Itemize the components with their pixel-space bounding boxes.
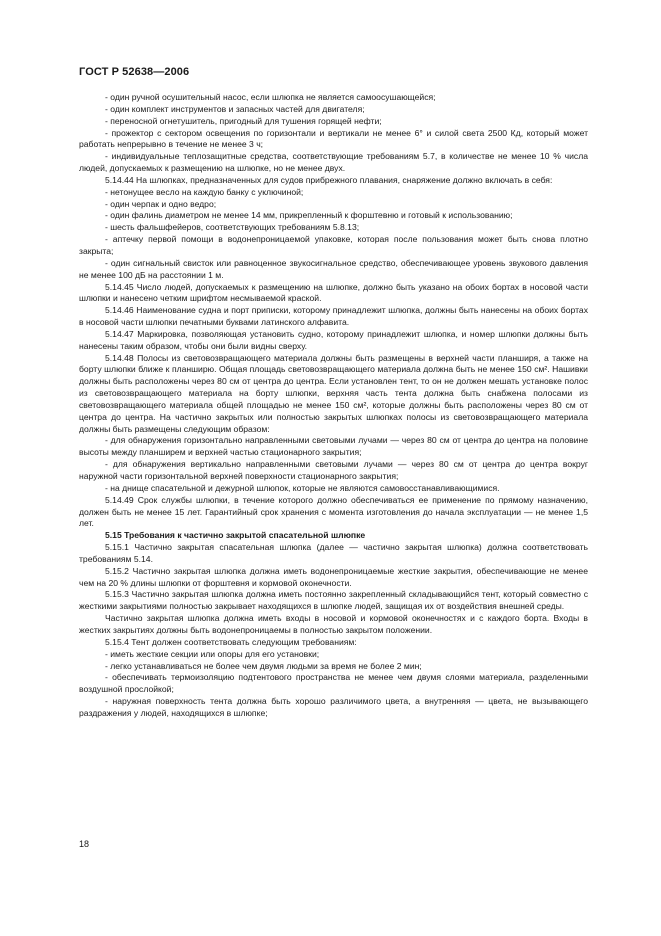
paragraph: - нетонущее весло на каждую банку с уключиной; xyxy=(105,186,304,197)
paragraph: - один сигнальный свисток или равноценное звукосигнальное средство, обеспечивающее уровень звукового давления не менее 100 дБ на расстоянии 1 м. xyxy=(79,257,588,280)
paragraph: - аптечку первой помощи в водонепроницаемой упаковке, которая после пользования может быть снова плотно закрыта; xyxy=(79,234,588,256)
paragraph: 5.15.1 Частично закрытая спасательная шлюпка (далее — частично закрытая шлюпка) должна соответствовать требованиям 5.14. xyxy=(79,542,588,564)
paragraph: - для обнаружения горизонтально направленными световыми лучами — через 80 см от центра до центра на половине высоты между планширем и верхней частью стационарного закрытия; xyxy=(79,435,588,458)
paragraph: - легко устанавливаться не более чем двумя людьми за время не более 2 мин; xyxy=(105,660,422,671)
paragraph: - один ручной осушительный насос, если шлюпка не является самоосушающейся; xyxy=(105,92,436,102)
paragraph: - один комплект инструментов и запасных частей для двигателя; xyxy=(105,103,365,114)
paragraph: 5.15.2 Частично закрытая шлюпка должна иметь водонепроницаемые жесткие закрытия, обеспечивающие не менее чем на 20 % длины шлюпки от форштевня и кормовой оконечности. xyxy=(79,565,588,588)
paragraph: 5.14.45 Число людей, допускаемых к размещению на шлюпке, должно быть указано на обоих бортах в носовой части шлюпки и нанесено четким шрифтом несмываемой краской. xyxy=(79,281,588,304)
paragraph: 5.14.48 Полосы из световозвращающего материала должны быть размещены в верхней части планширя, а также на борту шлюпки ближе к планширю. Общая площадь световозвращающего материала должна быть не менее 150 см². Нашивки должны быть расположены через 80 см от центра до центра. Если установлен тент, то он не должен мешать установке полос из световозвращающего материала на борту шлюпки, верхняя часть тента должна быть снабжена полосами из световозвращающего материала общей площадью не менее 150 см², которые должны быть расположены через 80 см от центра до центра. На частично закрытых или полностью закрытых шлюпках полосы из световозвращающего материала должны быть размещены следующим образом: xyxy=(79,352,588,434)
page-number: 18 xyxy=(79,839,90,849)
paragraph: 5.14.49 Срок службы шлюпки, в течение которого должно обеспечиваться ее применение по прямому назначению, должен быть не менее 15 лет. Гарантийный срок хранения с момента изготовления до начала эксплуатации — не менее 1,5 лет. xyxy=(79,494,588,529)
paragraph: 5.15.3 Частично закрытая шлюпка должна иметь постоянно закрепленный складывающийся тент, который совместно с жесткими закрытиями полностью закрывает находящихся в шлюпке людей, защищая их от воздействия внешней среды. xyxy=(79,589,588,612)
paragraph: - обеспечивать термоизоляцию подтентового пространства не менее чем двумя слоями материала, разделенными воздушной прослойкой; xyxy=(79,672,588,695)
paragraph: - индивидуальные теплозащитные средства, соответствующие требованиям 5.7, в количестве не менее 10 % числа людей, допускаемых к размещению на шлюпке, но не менее двух. xyxy=(79,151,588,174)
document-header: ГОСТ Р 52638—2006 xyxy=(79,66,190,78)
document-body xyxy=(79,92,588,720)
paragraph: - один фалинь диаметром не менее 14 мм, прикрепленный к форштевню и готовый к использованию; xyxy=(105,210,513,221)
paragraph: - наружная поверхность тента должна быть хорошо различимого цвета, а внутренняя — цвета, не вызывающего раздражения у людей, находящихся в шлюпке; xyxy=(79,696,588,718)
paragraph: 5.14.47 Маркировка, позволяющая установить судно, которому принадлежит шлюпка, и номер шлюпки должны быть нанесены таким образом, чтобы они были видны сверху. xyxy=(79,328,588,351)
paragraph: - один черпак и одно ведро; xyxy=(105,198,217,209)
paragraph: - переносной огнетушитель, пригодный для тушения горящей нефти; xyxy=(105,115,382,126)
section-heading: 5.15 Требования к частично закрытой спасательной шлюпке xyxy=(105,530,366,541)
paragraph: 5.14.44 На шлюпках, предназначенных для судов прибрежного плавания, снаряжение должно включать в себя: xyxy=(105,174,553,185)
paragraph: - на днище спасательной и дежурной шлюпок, которые не являются самовосстанавливающимися. xyxy=(105,482,500,493)
paragraph: 5.15.4 Тент должен соответствовать следующим требованиям: xyxy=(105,636,357,647)
paragraph: 5.14.46 Наименование судна и порт приписки, которому принадлежит шлюпка, должны быть нанесены на обоих бортах в носовой части шлюпки печатными буквами латинского алфавита. xyxy=(79,305,588,328)
paragraph: - прожектор с сектором освещения по горизонтали и вертикали не менее 6° и силой света 2500 Кд, который может работать непрерывно в течение не менее 3 ч; xyxy=(79,127,588,150)
paragraph: - для обнаружения вертикально направленными световыми лучами — через 80 см от центра до центра вокруг наружной части горизонтальной верхней поверхности стационарного закрытия; xyxy=(79,459,588,481)
paragraph: - иметь жесткие секции или опоры для его установки; xyxy=(105,648,320,659)
paragraph: Частично закрытая шлюпка должна иметь входы в носовой и кормовой оконечностях и с каждого борта. Входы в жестких закрытиях должны быть водонепроницаемы в полностью закрытом положении. xyxy=(79,613,588,635)
paragraph: - шесть фальшфейеров, соответствующих требованиям 5.8.13; xyxy=(105,222,360,233)
